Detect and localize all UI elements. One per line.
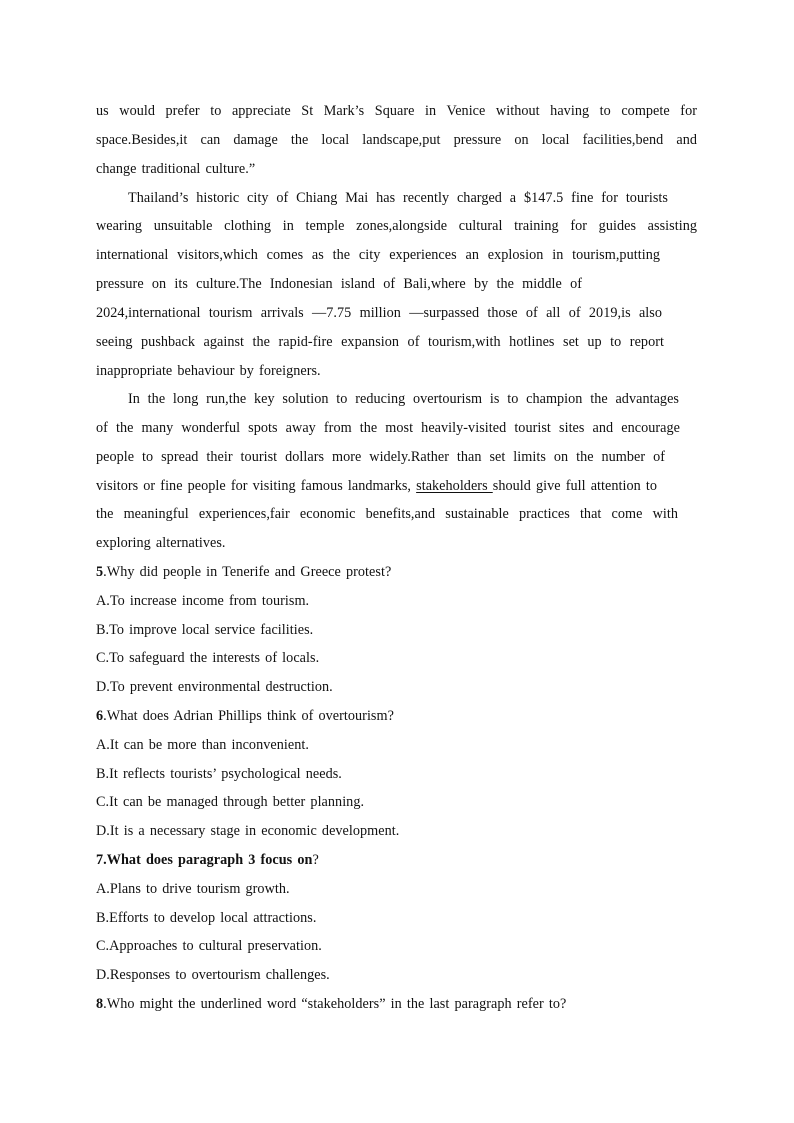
passage-line: the meaningful experiences,fair economic benefits,and sustainable practices that come with [96,506,678,522]
passage-line: exploring alternatives. [96,535,226,551]
passage-line: inappropriate behaviour by foreigners. [96,363,321,379]
option-6c: C.It can be managed through better planning. [96,794,365,810]
option-6d: D.It is a necessary stage in economic development. [96,823,400,839]
passage-line: Thailand’s historic city of Chiang Mai has recently charged a $147.5 fine for tourists [128,190,668,206]
option-7b: B.Efforts to develop local attractions. [96,910,317,926]
option-5c: C.To safeguard the interests of locals. [96,650,320,666]
option-7a: A.Plans to drive tourism growth. [96,881,290,897]
option-5a: A.To increase income from tourism. [96,593,310,609]
question-number: 5 [96,564,104,580]
question-number: 8 [96,996,104,1012]
question-text: .What does paragraph 3 focus on [103,852,313,868]
option-7d: D.Responses to overtourism challenges. [96,967,330,983]
question-5-stem [96,563,391,581]
option-6b: B.It reflects tourists’ psychological needs. [96,766,342,782]
question-text: .Who might the underlined word “stakeholders” in the last paragraph refer to? [103,996,567,1012]
passage-line: international visitors,which comes as the city experiences an explosion in tourism,putting [96,247,660,263]
passage-line [96,477,657,495]
passage-line: of the many wonderful spots away from the most heavily-visited tourist sites and encourage [96,420,680,436]
passage-line: change traditional culture.” [96,161,256,177]
passage-line: 2024,international tourism arrivals —7.75 million —surpassed those of all of 2019,is also [96,305,662,321]
underlined-word-stakeholders: stakeholders [416,478,493,494]
passage-line: people to spread their tourist dollars more widely.Rather than set limits on the number of [96,449,665,465]
option-6a: A.It can be more than inconvenient. [96,737,309,753]
option-7c: C.Approaches to cultural preservation. [96,938,322,954]
passage-line: us would prefer to appreciate St Mark’s Square in Venice without having to compete for [96,103,697,119]
question-text: .Why did people in Tenerife and Greece protest? [103,564,392,580]
option-5d: D.To prevent environmental destruction. [96,679,333,695]
passage-line: In the long run,the key solution to reducing overtourism is to champion the advantages [128,391,679,407]
question-8-stem [96,995,566,1013]
passage-line: wearing unsuitable clothing in temple zones,alongside cultural training for guides assisting [96,218,697,234]
passage-text: visitors or fine people for visiting famous landmarks, [96,478,417,494]
passage-line: seeing pushback against the rapid-fire expansion of tourism,with hotlines set up to report [96,334,664,350]
option-5b: B.To improve local service facilities. [96,622,314,638]
question-number: 7 [96,852,104,868]
question-number: 6 [96,708,104,724]
passage-line: space.Besides,it can damage the local landscape,put pressure on local facilities,bend and [96,132,697,148]
passage-text: should give full attention to [492,478,658,494]
question-text: .What does Adrian Phillips think of overtourism? [103,708,394,724]
question-mark: ? [312,852,319,868]
question-7-stem [96,851,319,869]
question-6-stem [96,707,394,725]
passage-line: pressure on its culture.The Indonesian island of Bali,where by the middle of [96,276,582,292]
